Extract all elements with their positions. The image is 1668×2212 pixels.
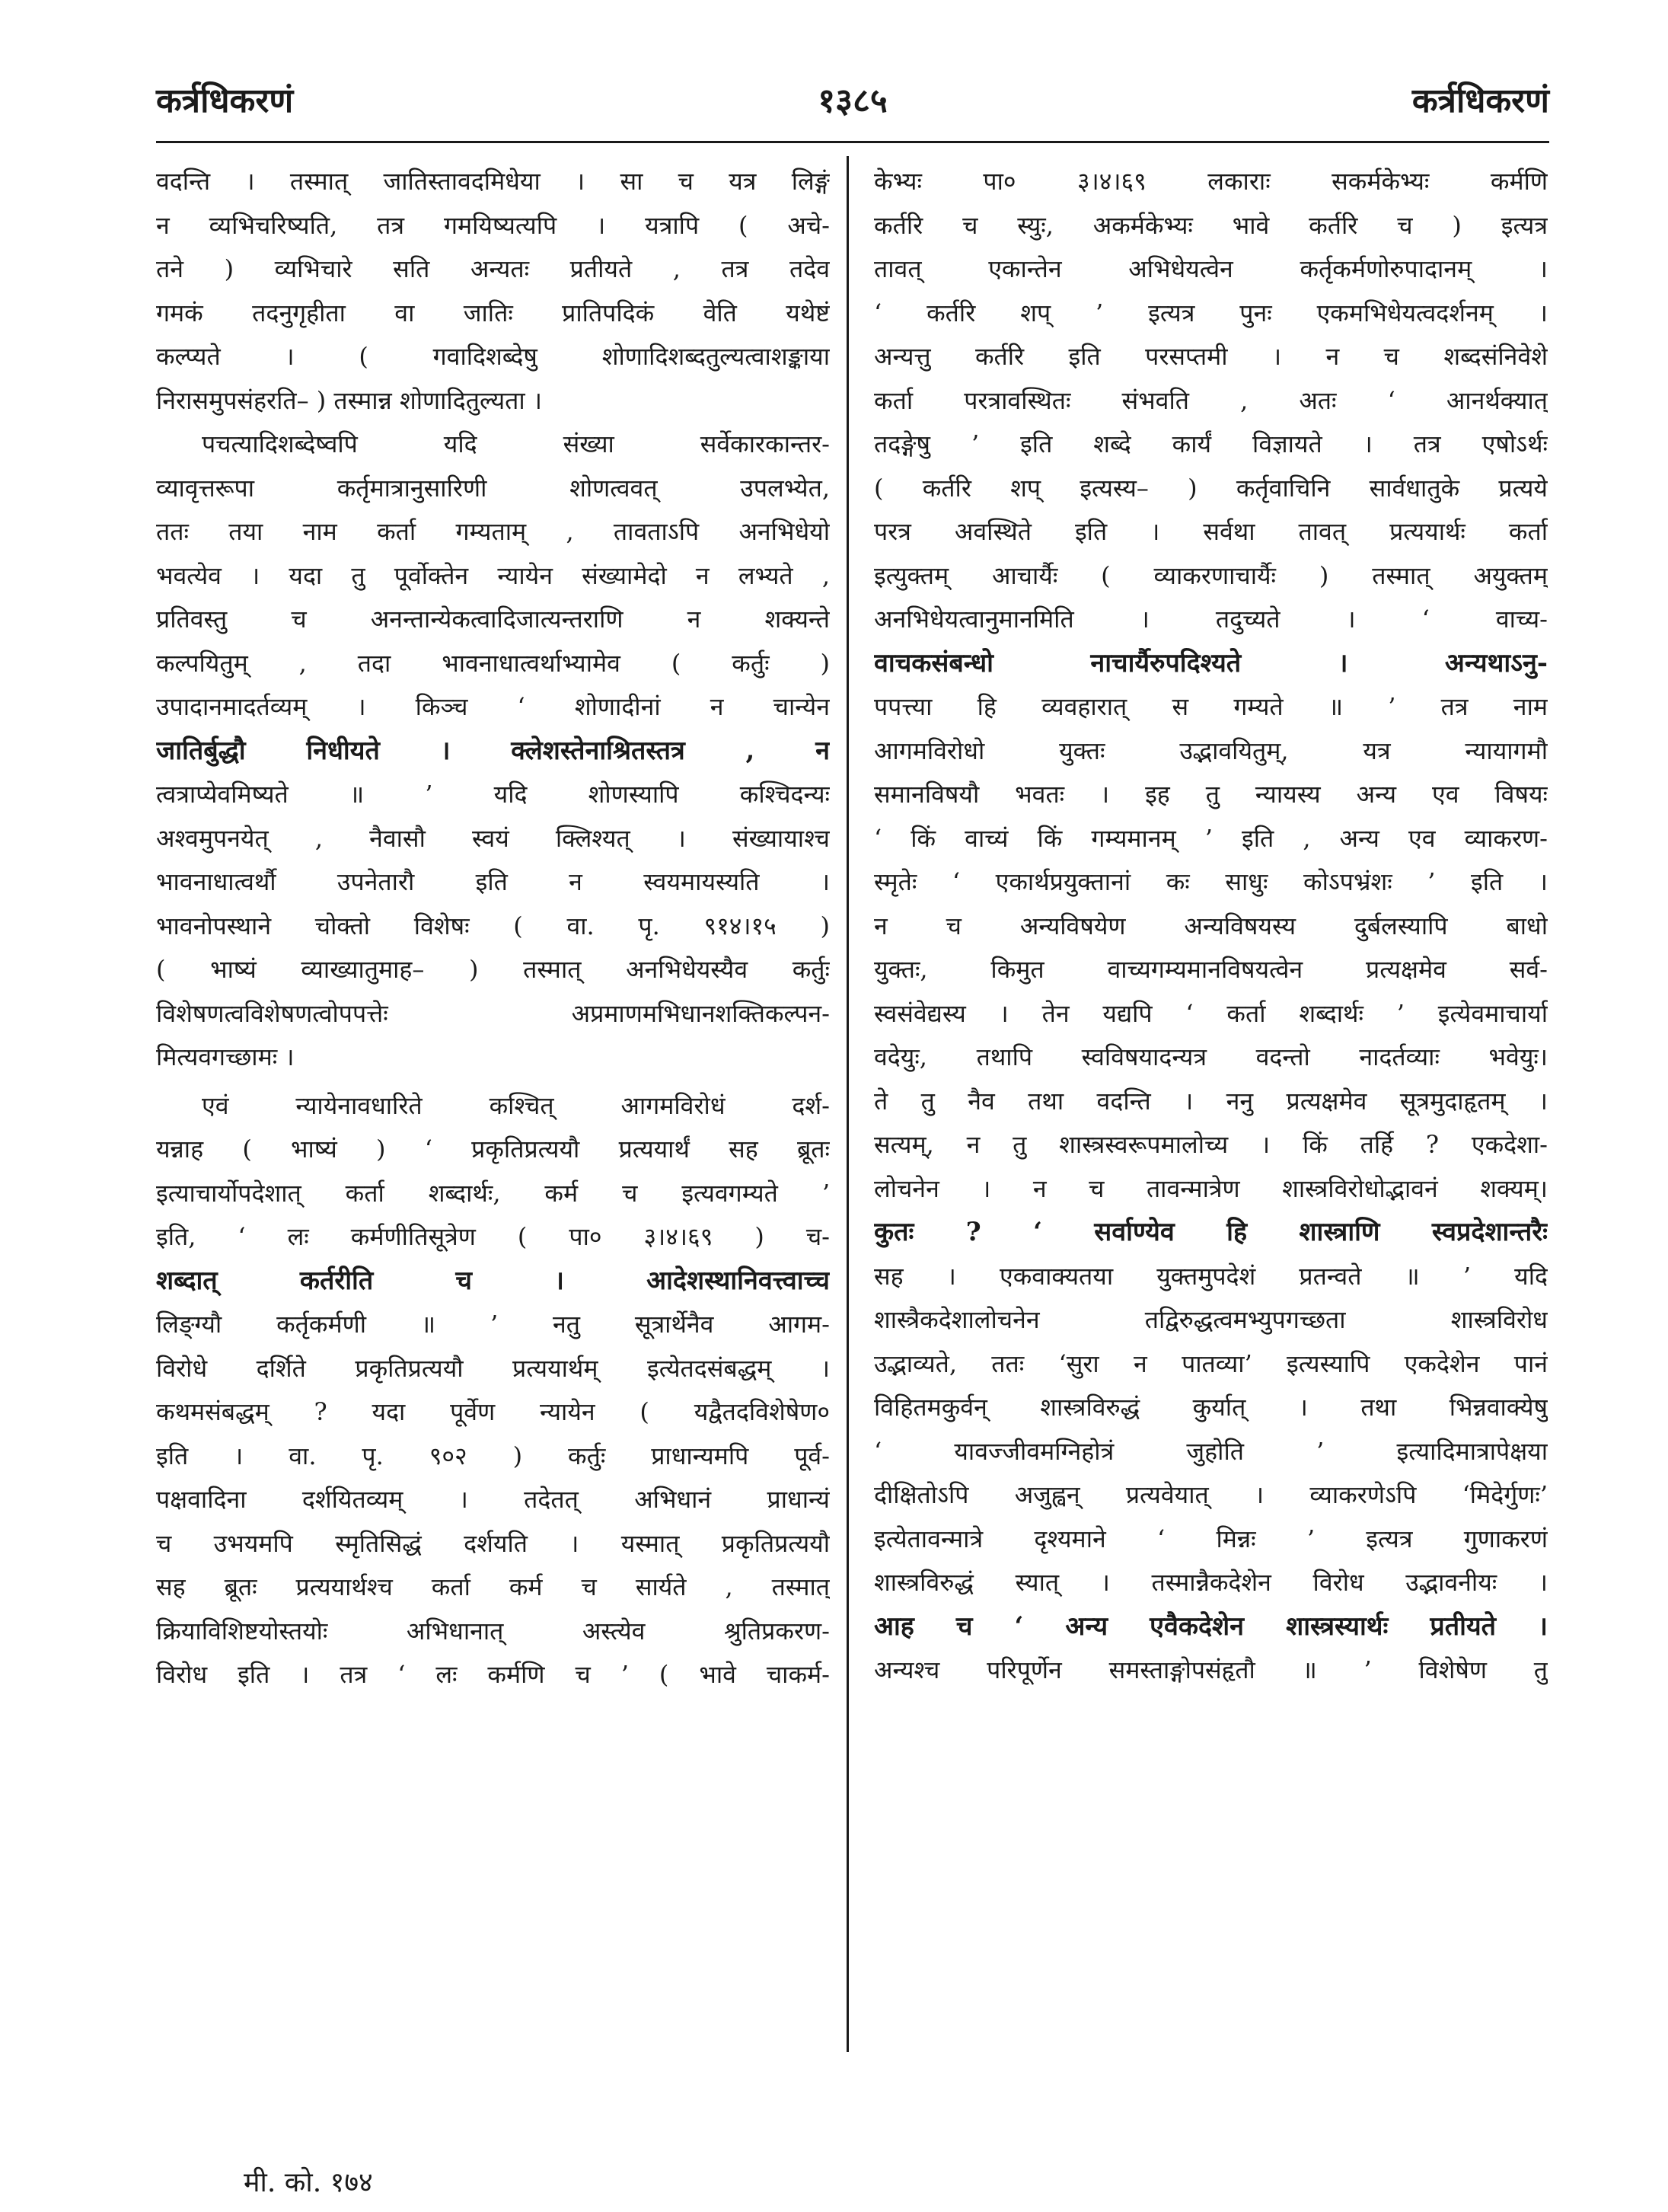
text-line: निरासमुपसंहरति– ) तस्मान्न शोणादितुल्यता । — [156, 385, 542, 415]
text-line: ततः तया नाम कर्ता गम्यताम् , तावताऽपि अनभिधेयो — [156, 517, 830, 546]
verse-line: जातिर्बुद्धौ निधीयते । क्लेशस्तेनाश्रितस्तत्र , न — [156, 735, 830, 766]
text-line: अन्यत्तु कर्तरि इति परसप्तमी । न च शब्दसंनिवेशे — [874, 342, 1548, 371]
text-line: इति । वा. पृ. ९०२ ) कर्तुः प्राधान्यमपि पूर्व- — [156, 1441, 830, 1470]
text-line: यन्नाह ( भाष्यं ) ‘ प्रकृतिप्रत्ययौ प्रत्ययार्थं सह ब्रूतः — [156, 1135, 830, 1163]
text-line: त्वत्राप्येवमिष्यते ॥ ’ यदि शोणस्यापि कश्चिदन्यः — [156, 780, 830, 809]
text-line: सत्यम्, न तु शास्त्रस्वरूपमालोच्य । किं तर्हि ? एकदेशा- — [874, 1130, 1548, 1159]
text-line: वदन्ति । तस्मात् जातिस्तावदमिधेया । सा च यत्र लिङ्गं — [156, 167, 830, 196]
left-column — [156, 160, 830, 1697]
text-line: प्रतिवस्तु च अनन्तान्येकत्वादिजात्यन्तराणि न शक्यन्ते — [156, 605, 830, 634]
text-line: विरोधे दर्शिते प्रकृतिप्रत्ययौ प्रत्ययार्थम् इत्येतदसंबद्धम् । — [156, 1353, 830, 1383]
text-line: ‘ कर्तरि शप् ’ इत्यत्र पुनः एकमभिधेयत्वदर्शनम् । — [874, 298, 1548, 327]
verse-line: कुतः ? ‘ सर्वाण्येव हि शास्त्राणि स्वप्रदेशान्तरैः — [874, 1217, 1548, 1247]
text-line: कल्पयितुम् , तदा भावनाधात्वर्थाभ्यामेव ( कर्तुः ) — [156, 648, 830, 678]
text-line: केभ्यः पा० ३।४।६९ लकाराः सकर्मकेभ्यः कर्मणि — [874, 167, 1548, 196]
text-line: शास्त्रैकदेशालोचनेन तद्विरुद्धत्वमभ्युपगच्छता शास्त्रविरोध — [874, 1305, 1548, 1334]
text-line: अन्यश्च परिपूर्णेन समस्ताङ्गोपसंहृतौ ॥ ’ विशेषेण तु — [874, 1655, 1548, 1684]
text-line: इत्येतावन्मात्रे दृश्यमाने ‘ मिन्नः ’ इत्यत्र गुणाकरणं — [874, 1524, 1548, 1553]
page-number: १३८५ — [818, 81, 888, 120]
text-line: तने ) व्यभिचारे सति अन्यतः प्रतीयते , तत्र तदेव — [156, 254, 830, 283]
text-line: आगमविरोधो युक्तः उद्भावयितुम्, यत्र न्यायागमौ — [874, 736, 1548, 765]
text-line: कथमसंबद्धम् ? यदा पूर्वेण न्यायेन ( यद्वैतदविशेषेण० — [156, 1397, 830, 1426]
text-line: विशेषणत्वविशेषणत्वोपपत्तेः अप्रमाणमभिधानशक्तिकल्पन- — [156, 998, 830, 1028]
text-line: वदेयुः, तथापि स्वविषयादन्यत्र वदन्तो नादर्तव्याः भवेयुः। — [874, 1042, 1548, 1071]
text-line: लिङ्ग्यौ कर्तृकर्मणी ॥ ’ नतु सूत्रार्थेनैव आगम- — [156, 1310, 830, 1339]
text-line: विहितमकुर्वन् शास्त्रविरुद्धं कुर्यात् । तथा भिन्नवाक्येषु — [874, 1393, 1548, 1422]
text-line: कल्प्यते । ( गवादिशब्देषु शोणादिशब्दतुल्यत्वाशङ्काया — [156, 342, 830, 371]
text-line: दीक्षितोऽपि अजुह्वन् प्रत्यवेयात् । व्याकरणेऽपि ‘मिदेर्गुणः’ — [874, 1480, 1548, 1509]
verse-line: वाचकसंबन्धो नाचार्यैरुपदिश्यते । अन्यथाऽनु- — [874, 647, 1548, 678]
text-line: इति, ‘ लः कर्मणीतिसूत्रेण ( पा० ३।४।६९ ) च- — [156, 1222, 830, 1251]
text-line: युक्तः, किमुत वाच्यगम्यमानविषयत्वेन प्रत्यक्षमेव सर्व- — [874, 955, 1548, 984]
footer-signature-mark: मी. को. १७४ — [244, 2167, 373, 2198]
text-line: परत्र अवस्थिते इति । सर्वथा तावत् प्रत्ययार्थः कर्ता — [874, 517, 1548, 546]
column-divider — [847, 156, 849, 2052]
text-line: शास्त्रविरुद्धं स्यात् । तस्मान्नैकदेशेन विरोध उद्भावनीयः । — [874, 1568, 1548, 1597]
header-right-title: कर्त्रधिकरणं — [1411, 81, 1549, 120]
text-line: ते तु नैव तथा वदन्ति । ननु प्रत्यक्षमेव सूत्रमुदाहृतम् । — [874, 1086, 1548, 1116]
text-line: तावत् एकान्तेन अभिधेयत्वेन कर्तृकर्मणोरुपादानम् । — [874, 254, 1548, 283]
text-line: समानविषयौ भवतः । इह तु न्यायस्य अन्य एव विषयः — [874, 780, 1548, 809]
text-line: न व्यभिचरिष्यति, तत्र गमयिष्यत्यपि । यत्रापि ( अचे- — [156, 210, 830, 240]
text-line: उद्भाव्यते, ततः ‘सुरा न पातव्या’ इत्यस्यापि एकदेशेन पानं — [874, 1349, 1548, 1378]
text-line: लोचनेन । न च तावन्मात्रेण शास्त्रविरोधोद्भावनं शक्यम्। — [874, 1173, 1548, 1203]
text-line: मित्यवगच्छामः । — [156, 1042, 295, 1071]
text-line: व्यावृत्तरूपा कर्तृमात्रानुसारिणी शोणत्ववत् उपलभ्येत, — [156, 473, 830, 503]
header-rule — [156, 141, 1549, 143]
text-line: गमकं तदनुगृहीता वा जातिः प्रातिपदिकं वेति यथेष्टं — [156, 298, 830, 327]
text-line: स्मृतेः ‘ एकार्थप्रयुक्तानां कः साधुः कोऽपभ्रंशः ’ इति । — [874, 867, 1548, 896]
text-line: न च अन्यविषयेण अन्यविषयस्य दुर्बलस्यापि बाधो — [874, 911, 1548, 940]
text-line: च उभयमपि स्मृतिसिद्धं दर्शयति । यस्मात् प्रकृतिप्रत्ययौ — [156, 1528, 830, 1558]
text-line: भावनाधात्वर्थौ उपनेतारौ इति न स्वयमायस्यति । — [156, 867, 830, 896]
text-line: अश्वमुपनयेत् , नैवासौ स्वयं क्लिश्यत् । संख्यायाश्च — [156, 823, 830, 853]
text-line: अनभिधेयत्वानुमानमिति । तदुच्यते । ‘ वाच्य- — [874, 605, 1548, 634]
text-line: उपादानमादर्तव्यम् । किञ्च ‘ शोणादीनां न चान्येन — [156, 692, 830, 721]
text-line: स्वसंवेद्यस्य । तेन यद्यपि ‘ कर्ता शब्दार्थः ’ इत्येवमाचार्या — [874, 998, 1548, 1028]
text-line: सह ब्रूतः प्रत्ययार्थश्च कर्ता कर्म च सार्यते , तस्मात् — [156, 1572, 830, 1601]
paragraph-start-line: पचत्यादिशब्देष्वपि यदि संख्या सर्वेकारकान्तर- — [202, 429, 830, 458]
text-line: भावनोपस्थाने चोक्तो विशेषः ( वा. पृ. ९१४।१५ ) — [156, 911, 830, 940]
text-line: ‘ यावज्जीवमग्निहोत्रं जुहोति ’ इत्यादिमात्रापेक्षया — [874, 1436, 1548, 1466]
text-line: सह । एकवाक्यतया युक्तमुपदेशं प्रतन्वते ॥ ’ यदि — [874, 1261, 1548, 1291]
text-line: पपत्त्या हि व्यवहारात् स गम्यते ॥ ’ तत्र नाम — [874, 692, 1548, 721]
paragraph-start-line: एवं न्यायेनावधारिते कश्चित् आगमविरोधं दर्श- — [202, 1090, 830, 1120]
text-line: विरोध इति । तत्र ‘ लः कर्मणि च ’ ( भावे चाकर्म- — [156, 1660, 830, 1689]
text-line: ( कर्तरि शप् इत्यस्य– ) कर्तृवाचिनि सार्वधातुके प्रत्यये — [874, 473, 1548, 503]
text-line: पक्षवादिना दर्शयितव्यम् । तदेतत् अभिधानं प्राधान्यं — [156, 1485, 830, 1514]
text-line: कर्तरि च स्युः, अकर्मकेभ्यः भावे कर्तरि च ) इत्यत्र — [874, 210, 1548, 240]
text-line: कर्ता परत्रावस्थितः संभवति , अतः ‘ आनर्थक्यात् — [874, 385, 1548, 415]
running-header — [156, 76, 1549, 129]
header-left-title: कर्त्रधिकरणं — [156, 81, 294, 120]
text-line: भवत्येव । यदा तु पूर्वोक्तेन न्यायेन संख्यामेदो न लभ्यते , — [156, 560, 830, 590]
text-line: क्रियाविशिष्टयोस्तयोः अभिधानात् अस्त्येव श्रुतिप्रकरण- — [156, 1616, 830, 1645]
text-line: तदङ्गेषु ’ इति शब्दे कार्यं विज्ञायते । तत्र एषोऽर्थः — [874, 429, 1548, 458]
text-line: ( भाष्यं व्याख्यातुमाह– ) तस्मात् अनभिधेयस्यैव कर्तुः — [156, 955, 830, 984]
verse-line: शब्दात् कर्तरीति च । आदेशस्थानिवत्त्वाच्च — [156, 1265, 830, 1296]
text-line: ‘ किं वाच्यं किं गम्यमानम् ’ इति , अन्य एव व्याकरण- — [874, 823, 1548, 853]
text-line: इत्याचार्योपदेशात् कर्ता शब्दार्थः, कर्म च इत्यवगम्यते ’ — [156, 1178, 830, 1208]
text-line: इत्युक्तम् आचार्यैः ( व्याकरणाचार्यैः ) तस्मात् अयुक्तम् — [874, 560, 1548, 590]
right-column — [874, 160, 1548, 1693]
verse-line: आह च ‘ अन्य एवैकदेशेन शास्त्रस्यार्थः प्रतीयते । — [874, 1610, 1548, 1642]
